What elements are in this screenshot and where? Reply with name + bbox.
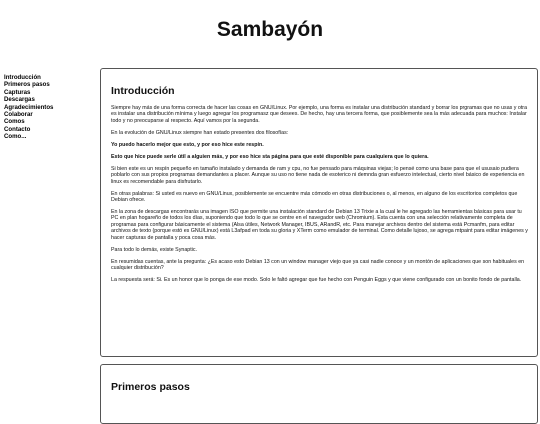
nav-link-capturas[interactable]: Capturas	[4, 88, 31, 96]
primeros-pasos-title: Primeros pasos	[111, 381, 190, 393]
nav-link-colaborar[interactable]: Colaborar	[4, 111, 33, 119]
nav-link-contacto[interactable]: Contacto	[4, 125, 31, 133]
philosophy-statement: Yo puedo hacerlo mejor que esto, y por eso hice este respín.	[111, 141, 264, 148]
site-title: Sambayón	[216, 18, 324, 41]
nav-link-como[interactable]: Como...	[4, 133, 27, 141]
intro-paragraph: En la zona de descargas encontrarás una imagen ISO que permite una instalación standard de Debian 13 Trixie a la cual le he agregado las herramientas básicas para usar tu PC en plan hogareño de todos los días, suponiendo que todo lo que se centre en el navegador web (Chromium). Esta cuenta con una selección relativamente completa de programas para configurar básicamente el sistema (Alsa útiles, Network Manager, IBUS, ARandR, etc. Para manejar archivos dentro del sistema está Pcmanfm, para editar archivos de texto (porque estó es GNU/Linux) está L3afpad en toda su gloria y XTerm como emulador de terminal. Como detalle lujoso, se agrega mtpaint para editar imágenes y hacer capturas de pantalla y poca cosa más.	[111, 209, 528, 241]
primeros-pasos-section	[100, 364, 538, 424]
intro-section	[100, 68, 538, 357]
philosophy-statement: Esto que hice puede serle útil a alguien más, y por eso hice sta página para que esté disponible para cualquiera que lo quiera.	[111, 153, 429, 160]
intro-paragraph: Para todo lo demás, existe Synaptic.	[111, 246, 197, 253]
intro-paragraph: En resumidas cuentas, ante la pregunta: ¿Es acaso esto Debian 13 con un window manager viejo que ya casi nadie conoce y un montón de aplicaciones que son habituales en cualquier distribución?	[111, 258, 525, 272]
nav-link-comos[interactable]: Comos	[4, 118, 25, 126]
intro-paragraph: La respuesta será: Si. Es un honor que lo ponga de ese modo. Solo le faltó agregar que fue hecho con Penguin Eggs y que viene configurado con un bonito fondo de pantalla.	[111, 277, 522, 284]
sidebar-nav	[4, 74, 96, 141]
intro-paragraph: Si bien este es un respín pequeño en tamaño instalado y demanda de ram y cpu, no fue pensado para máquinas viejas; lo pensé como una base para que el ususaio pudiera poblarlo con sus propios programas demandantes a placer. Aunque su uso no tiene nada de esoterico ni demnda gran esfuerzo intelectual, cierto nivel básico de experiencia en linux es recomendable para disfrutarlo.	[111, 165, 525, 185]
nav-link-agradecimientos[interactable]: Agradecimientos	[4, 103, 54, 111]
nav-link-primeros-pasos[interactable]: Primeros pasos	[4, 81, 50, 89]
intro-title: Introducción	[111, 85, 175, 97]
intro-paragraph: En la evolución de GNU/Linux siempre han estado presentes dos filosofías:	[111, 129, 289, 136]
nav-link-descargas[interactable]: Descargas	[4, 96, 35, 104]
nav-link-introduccion[interactable]: Introducción	[4, 74, 41, 81]
intro-paragraph: En otras palabras: Si usted es nuevo en GNU/Linux, posiblemente se encuentre más cómodo en otras distribuciones o, al menos, en alguno de los escritorios completos que Debian ofrece.	[111, 190, 518, 204]
intro-paragraph: Siempre hay más de una forma correcta de hacer las cosas en GNU/Linux. Por ejemplo, una forma es instalar una distribución standard y borrar los prgramas que no usas y otra es instalar una distribución mínima y luego agregar los programasz que desees. De hecho, hay una tercera forma, que posiblemente sea la más adecuada para muchos: Instalar todo y no preocuparse al respecto. Aquí vamos por la segunda.	[111, 105, 528, 124]
